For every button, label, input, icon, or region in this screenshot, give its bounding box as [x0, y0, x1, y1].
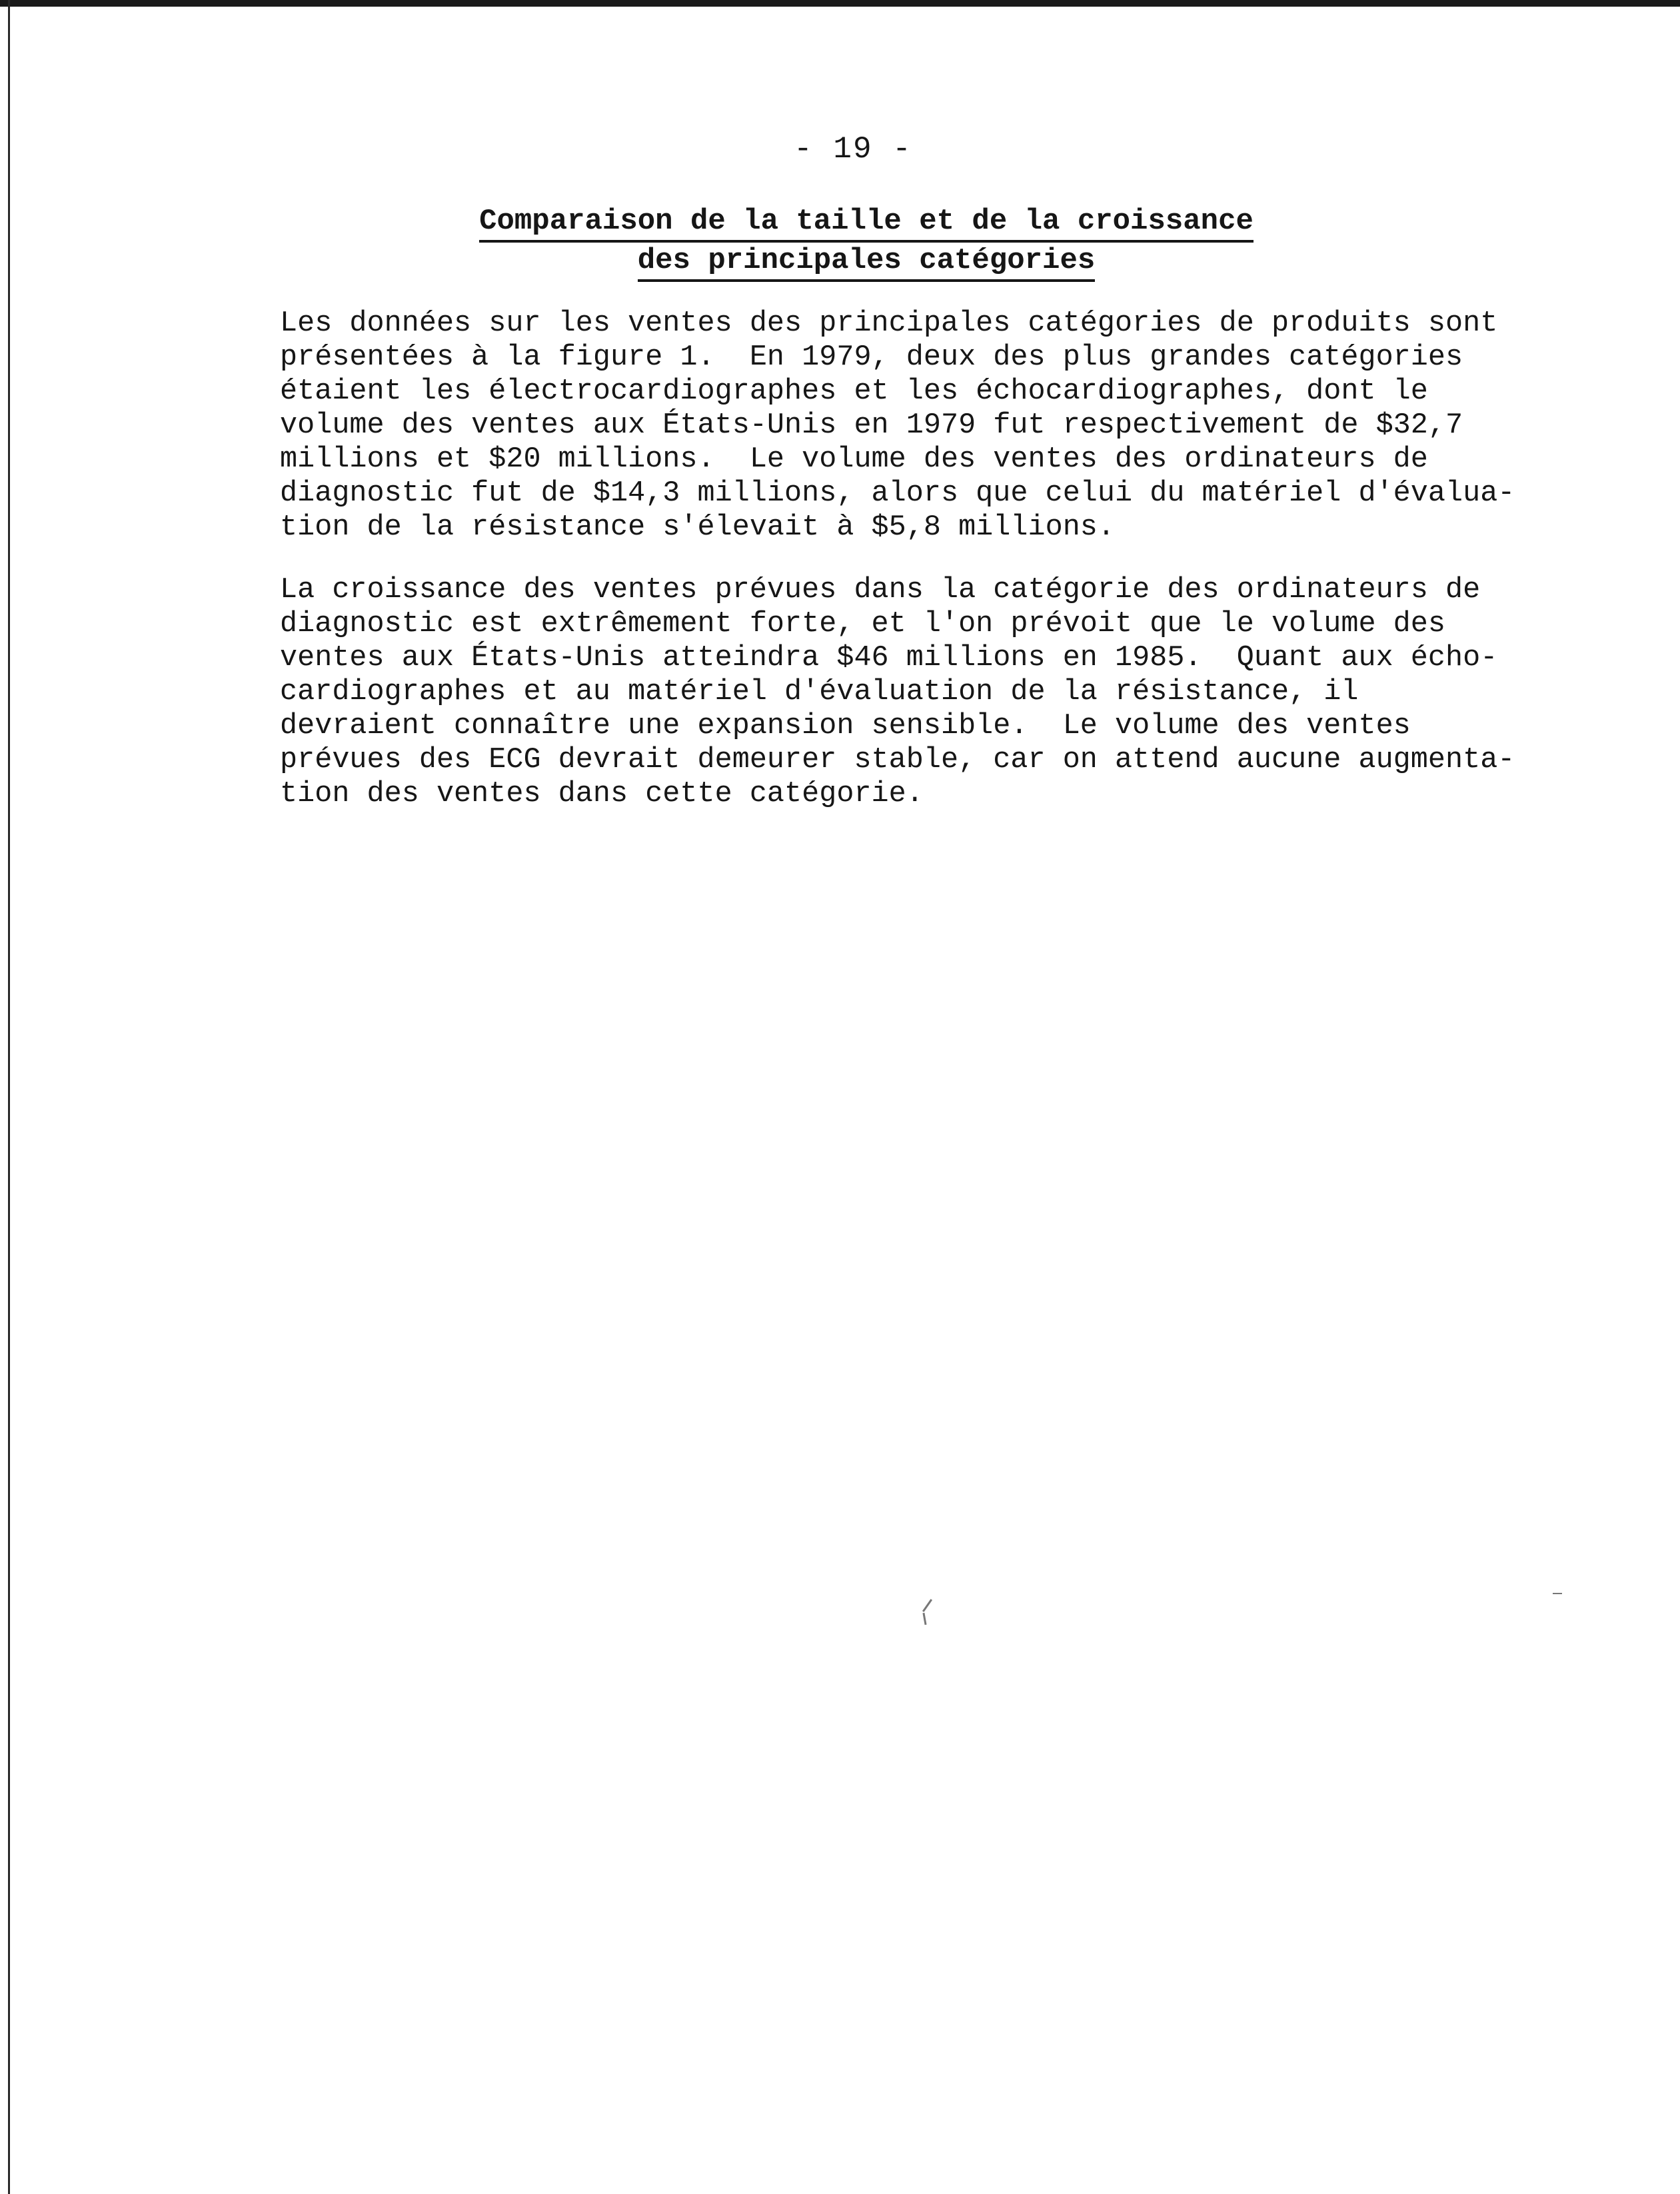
- paragraph-line: millions et $20 millions. Le volume des ventes des ordinateurs de: [280, 443, 1428, 476]
- scan-top-edge: [0, 0, 1680, 7]
- paragraph-2: [280, 573, 1515, 811]
- scan-speck: [1553, 1593, 1562, 1594]
- paragraph-line: étaient les électrocardiographes et les échocardiographes, dont le: [280, 375, 1428, 408]
- paragraph-1: [280, 307, 1515, 545]
- section-title: [466, 203, 1266, 282]
- paragraph-line: La croissance des ventes prévues dans la catégorie des ordinateurs de: [280, 574, 1481, 606]
- paragraph-line: ventes aux États-Unis atteindra $46 millions en 1985. Quant aux écho-: [280, 642, 1498, 674]
- paragraph-line: présentées à la figure 1. En 1979, deux des plus grandes catégories: [280, 341, 1463, 374]
- paragraph-line: volume des ventes aux États-Unis en 1979 fut respectivement de $32,7: [280, 409, 1463, 442]
- paragraph-line: diagnostic est extrêmement forte, et l'on prévoit que le volume des: [280, 608, 1445, 640]
- scan-speck: [922, 1613, 926, 1625]
- page-number: - 19 -: [794, 132, 912, 167]
- paragraph-line: diagnostic fut de $14,3 millions, alors que celui du matériel d'évalua-: [280, 477, 1515, 510]
- paragraph-line: tion des ventes dans cette catégorie.: [280, 778, 924, 810]
- paragraph-line: cardiographes et au matériel d'évaluation de la résistance, il: [280, 676, 1359, 708]
- scan-speck: [922, 1599, 932, 1612]
- paragraph-line: devraient connaître une expansion sensible. Le volume des ventes: [280, 710, 1411, 742]
- paragraph-line: tion de la résistance s'élevait à $5,8 millions.: [280, 511, 1116, 544]
- section-title-line-2: des principales catégories: [638, 243, 1096, 282]
- paragraph-line: Les données sur les ventes des principales catégories de produits sont: [280, 307, 1498, 340]
- paragraph-line: prévues des ECG devrait demeurer stable, car on attend aucune augmenta-: [280, 744, 1515, 776]
- section-title-line-1: Comparaison de la taille et de la croissance: [479, 203, 1254, 243]
- scan-left-edge: [8, 0, 10, 2194]
